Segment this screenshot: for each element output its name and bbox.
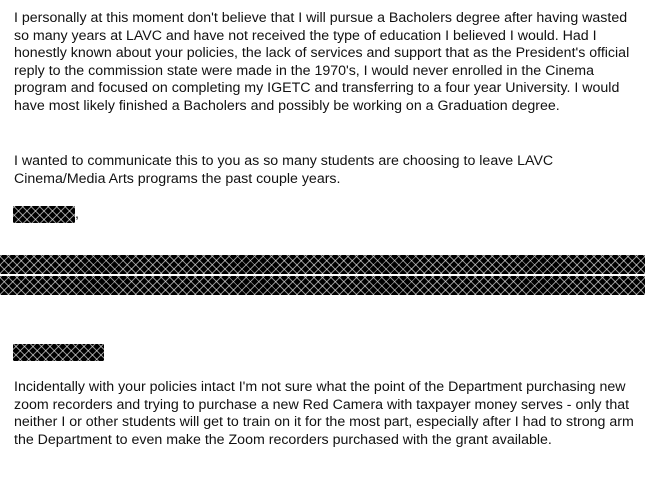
email-paragraph-2: I wanted to communicate this to you as so many students are choosing to leave LAVC Cinema/Media Arts programs the past couple years. (14, 153, 554, 187)
email-paragraph-1: I personally at this moment don't believe that I will pursue a Bacholers degree after having wasted so many years at LAVC and have not received the type of education I believed I would. Had I honestly known about your policies, the lack of services and support that as the President's official reply to the commission state were made in the 1970's, I would never enrolled in the Cinema program and focused on completing my IGETC and transferring to a four year University. I would have most likely finished a Bacholers and possibly be working on a Graduation degree. (14, 10, 630, 114)
signature-comma: , (75, 206, 79, 222)
redacted-header-band-bottom (0, 276, 645, 295)
redacted-header-band-top (0, 255, 645, 274)
email-paragraph-3: Incidentally with your policies intact I'm not sure what the point of the Department purchasing new zoom recorders and trying to purchase a new Red Camera with taxpayer money serves - only that neither I or other students will get to train on it for the most part, especially after I had to strong arm the Department to even make the Zoom recorders purchased with the grant available. (14, 379, 634, 448)
redacted-signature-name (13, 206, 75, 223)
redacted-sender-name (13, 344, 104, 361)
